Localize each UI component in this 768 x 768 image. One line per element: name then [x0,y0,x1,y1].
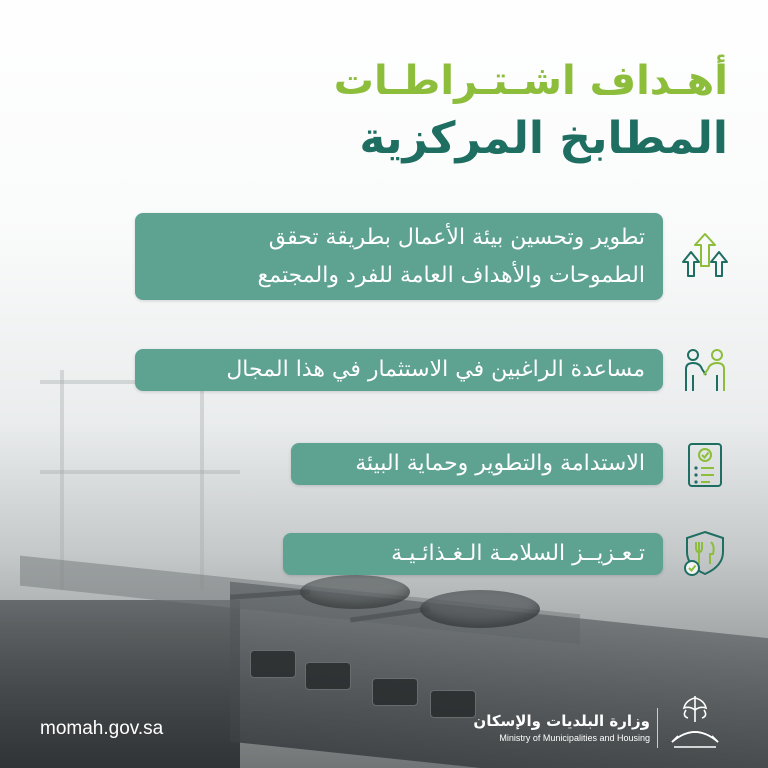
goal-item-2-text: مساعدة الراغبين في الاستثمار في هذا المجال [226,357,645,382]
checklist-document-icon [680,440,730,490]
kitchen-shelf-post [200,370,204,590]
goal-item-1-line-1: تطوير وتحسين بيئة الأعمال بطريقة تحقق [268,224,645,250]
goal-item-1-line-2: الطموحات والأهداف العامة للفرد والمجتمع [257,262,645,288]
title-line-2: المطابخ المركزية [359,113,728,164]
growth-arrows-icon [680,230,730,280]
kitchen-cabinet [0,600,240,768]
goal-item-4-text: تـعـزيــز السلامـة الـغـذائـيـة [391,541,645,566]
pan [420,590,540,628]
stove-knob-panel [250,650,296,678]
ministry-name-arabic: وزارة البلديات والإسكان [473,712,650,730]
title-line-1: أهـداف اشـتـراطـات [333,58,728,104]
shield-food-icon [680,528,730,578]
goal-item-1 [135,213,663,300]
logo-divider [657,708,658,748]
stove-knob-panel [305,662,351,690]
kitchen-shelf-post [60,370,64,590]
stove-knob-panel [430,690,476,718]
goal-item-3-text: الاستدامة والتطوير وحماية البيئة [355,451,645,476]
people-handshake-icon [680,345,730,395]
stove-knob-panel [372,678,418,706]
saudi-emblem-icon [664,692,726,752]
goal-item-4 [283,533,663,575]
website-url[interactable]: momah.gov.sa [40,718,164,739]
goal-item-2 [135,349,663,391]
kitchen-shelf [40,470,240,474]
ministry-name-english: Ministry of Municipalities and Housing [499,733,650,743]
pan [300,575,410,609]
goal-item-3 [291,443,663,485]
